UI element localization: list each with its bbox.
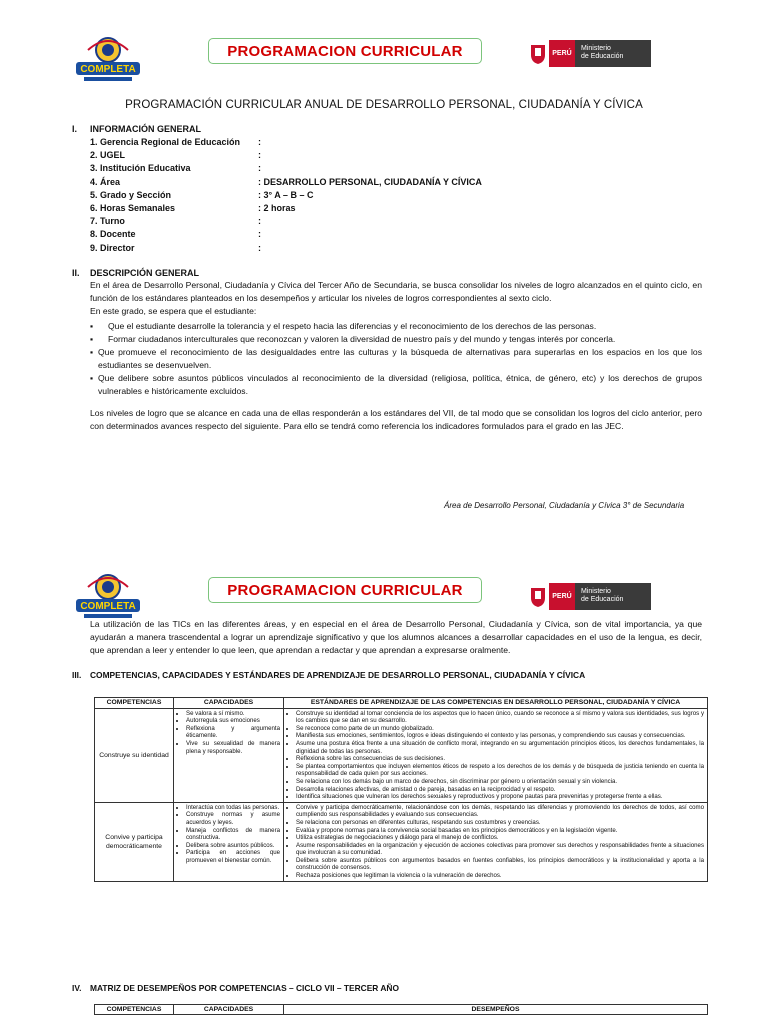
- capacidades-cell: [174, 708, 284, 802]
- section1-number: I.: [72, 124, 78, 134]
- bullet-item: [90, 346, 702, 372]
- ministry-label: [575, 583, 651, 610]
- table-header-row: [95, 698, 708, 709]
- list-item: • Se relaciona con personas en diferentes culturas, respetando sus costumbres y creencias.: [296, 819, 704, 827]
- document-title: PROGRAMACIÓN CURRICULAR ANUAL DE DESARROLLO PERSONAL, CIUDADANÍA Y CÍVICA: [125, 99, 643, 111]
- info-label: 3. Institución Educativa: [90, 163, 191, 174]
- school-logo-icon: [70, 34, 146, 90]
- page2-intro-text: La utilización de las TICs en las diferentes áreas, y en especial en el área de Desarrollo Personal, Ciudadanía y Cívica, son de vital importancia, ya que ayudarán a manera trascendental a lograr un aprendizaje significativo y que los alumnos alcances a desarrollar capacidades en el uso de la lengua, es decir, que aprendan a leer y entender lo que leen, que aprendan a redactar y que aprendan a expresarse oralmente.: [90, 619, 702, 655]
- section4-title: MATRIZ DE DESEMPEÑOS POR COMPETENCIAS – CICLO VII – TERCER AÑO: [90, 983, 399, 993]
- shield-icon: [527, 40, 549, 67]
- bullet-item: [90, 372, 702, 398]
- bullet-text: Que delibere sobre asuntos públicos vinculados al reconocimiento de la diversidad (religiosa, política, étnica, de género, etc) y los derechos de grupos vulnerables e históricamente excluidos.: [98, 373, 702, 396]
- table-header-row: [95, 1005, 708, 1015]
- estandares-cell: [284, 708, 708, 802]
- bullet-icon: ▪: [90, 373, 94, 383]
- list-item: • Participa en acciones que promueven el bienestar común.: [186, 849, 280, 864]
- list-item: • Desarrolla relaciones afectivas, de amistad o de pareja, basadas en la reciprocidad y el respeto.: [296, 786, 704, 794]
- peru-label: PERÚ: [549, 583, 575, 610]
- info-label: 2. UGEL: [90, 150, 126, 161]
- banner-title-box: [208, 38, 482, 64]
- ministry-line1: Ministerio: [581, 588, 611, 595]
- header-desempenos: DESEMPEÑOS: [284, 1005, 708, 1015]
- info-label: 9. Director: [90, 242, 135, 253]
- info-label: 4. Área: [90, 176, 121, 187]
- info-label: 7. Turno: [90, 216, 125, 227]
- info-label: 8. Docente: [90, 229, 136, 240]
- bullet-icon: ▪: [90, 347, 94, 357]
- capacidades-cell: [174, 802, 284, 881]
- section2-number: II.: [72, 268, 80, 278]
- info-row: [90, 163, 610, 176]
- list-item: • Reflexiona y argumenta éticamente.: [186, 725, 280, 740]
- ministry-logo: [527, 583, 651, 610]
- peru-label: PERÚ: [549, 40, 575, 67]
- ministry-line1: Ministerio: [581, 45, 611, 52]
- section4-heading: [72, 983, 399, 993]
- info-value: : DESARROLLO PERSONAL, CIUDADANÍA Y CÍVICA: [258, 176, 482, 187]
- list-item: • Manifiesta sus emociones, sentimientos, logros e ideas distinguiendo el contexto y las personas, y comprendiendo sus causas y consecuencias.: [296, 732, 704, 740]
- section2-lead: En este grado, se espera que el estudiante:: [90, 305, 257, 316]
- logo-left-text: COMPLETA: [80, 64, 136, 75]
- banner-title-box: [208, 577, 482, 603]
- list-item: • Se valora a sí mismo.: [186, 710, 280, 718]
- ministry-label: [575, 40, 651, 67]
- section2-intro-text: En el área de Desarrollo Personal, Ciudadanía y Cívica del Tercer Año de Secundaria, se busca consolidar los niveles de logro alcanzados en el quinto ciclo, en función de los estándares planteados en los desempeños y articular los niveles de logros correspondientes al sexto ciclo.: [90, 280, 702, 303]
- bullet-text: Que el estudiante desarrolle la tolerancia y el respeto hacia las diferencias y el reconocimiento de los derechos de las personas.: [108, 321, 597, 331]
- info-row: [90, 203, 610, 216]
- bullet-item: [90, 320, 702, 333]
- page-footer: Área de Desarrollo Personal, Ciudadanía y Cívica 3° de Secundaria: [444, 501, 685, 510]
- info-row: [90, 177, 610, 190]
- info-row: [90, 150, 610, 163]
- bullet-icon: ▪: [90, 321, 94, 331]
- list-item: • Maneja conflictos de manera constructiva.: [186, 827, 280, 842]
- info-value: : 2 horas: [258, 203, 296, 213]
- section3-heading: [72, 670, 585, 680]
- list-item: • Evalúa y propone normas para la convivencia social basadas en los principios democráticos y en la legislación vigente.: [296, 827, 704, 835]
- list-item: • Asume responsabilidades en la organización y ejecución de acciones colectivas para promover sus derechos y responsabilidades frente a situaciones que involucran a su comunidad.: [296, 842, 704, 857]
- competencia-cell: Convive y participa democráticamente: [95, 802, 174, 881]
- list-item: • Interactúa con todas las personas.: [186, 804, 280, 812]
- page2-intro: [90, 618, 702, 656]
- section3-number: III.: [72, 670, 82, 680]
- section4-number: IV.: [72, 983, 82, 993]
- list-item: • Asume una postura ética frente a una situación de conflicto moral, integrando en su argumentación principios éticos, los derechos fundamentales, la dignidad de todas las personas.: [296, 740, 704, 755]
- info-value: :: [258, 229, 261, 240]
- info-row: [90, 229, 610, 242]
- list-item: • Vive su sexualidad de manera plena y responsable.: [186, 740, 280, 755]
- header-capacidades: CAPACIDADES: [174, 1005, 284, 1015]
- info-value: : 3° A – B – C: [258, 189, 314, 200]
- section2-intro: [90, 279, 702, 317]
- list-item: • Identifica situaciones que vulneran los derechos sexuales y reproductivos y propone pautas para prevenirlas y protegerse frente a ellas.: [296, 793, 704, 801]
- list-item: • Se reconoce como parte de un mundo globalizado.: [296, 725, 704, 733]
- section2-heading: [72, 268, 199, 278]
- section1-heading: [72, 124, 201, 134]
- section2-closing: [90, 407, 702, 433]
- info-row: [90, 137, 610, 150]
- competencia-cell: Construye su identidad: [95, 708, 174, 802]
- info-label: 5. Grado y Sección: [90, 189, 172, 200]
- list-item: • Construye su identidad al tomar conciencia de los aspectos que lo hacen único, cuando se reconoce a sí mismo y valora sus identidades, sus logros y los cambios que se dan en su desarrollo.: [296, 710, 704, 725]
- info-value: :: [258, 150, 261, 161]
- list-item: • Rechaza posiciones que legitiman la violencia o la vulneración de derechos.: [296, 872, 704, 880]
- list-item: • Delibera sobre asuntos públicos con argumentos basados en fuentes confiables, los principios democráticos y la institucionalidad y aporta a la construcción de consensos.: [296, 857, 704, 872]
- table-row: [95, 802, 708, 881]
- shield-icon: [527, 583, 549, 610]
- list-item: • Se plantea comportamientos que incluyen elementos éticos de respeto a los derechos de los demás y de búsqueda de justicia teniendo en cuenta la responsabilidad de cada quien por sus acciones.: [296, 763, 704, 778]
- competencies-table: [94, 697, 708, 882]
- estandares-list: [287, 804, 704, 880]
- table-row: [95, 708, 708, 802]
- list-item: • Utiliza estrategias de negociaciones y diálogo para el manejo de conflictos.: [296, 834, 704, 842]
- banner-title: PROGRAMACION CURRICULAR: [227, 581, 463, 599]
- capacidades-list: [177, 804, 280, 865]
- info-value: :: [258, 242, 261, 253]
- ministry-logo: [527, 40, 651, 67]
- header-competencias: COMPETENCIAS: [95, 698, 174, 709]
- info-row: [90, 243, 610, 256]
- list-item: • Reflexiona sobre las consecuencias de sus decisiones.: [296, 755, 704, 763]
- info-value: :: [258, 137, 261, 147]
- header-competencias: COMPETENCIAS: [95, 1005, 174, 1015]
- list-item: • Autorregula sus emociones: [186, 717, 280, 725]
- ministry-line2: de Educación: [581, 596, 624, 603]
- ministry-line2: de Educación: [581, 53, 624, 60]
- header-capacidades: CAPACIDADES: [174, 698, 284, 709]
- section1-title: INFORMACIÓN GENERAL: [90, 124, 201, 134]
- info-value: :: [258, 163, 261, 174]
- info-label: 1. Gerencia Regional de Educación: [90, 137, 241, 147]
- bullet-icon: ▪: [90, 334, 94, 344]
- performance-matrix-table: [94, 1004, 708, 1015]
- list-item: • Se relaciona con los demás bajo un marco de derechos, sin discriminar por género u orientación sexual y sin violencia.: [296, 778, 704, 786]
- estandares-cell: [284, 802, 708, 881]
- logo-left-text: COMPLETA: [80, 601, 136, 612]
- bullet-text: Que promueve el reconocimiento de las desigualdades entre las culturas y la búsqueda de alternativas para superarlas en los espacios en los que los estudiantes se desenvuelven.: [98, 347, 702, 370]
- capacidades-list: [177, 710, 280, 756]
- section2-closing-text: Los niveles de logro que se alcance en cada una de ellas responderán a los estándares del VII, de tal modo que se consolidan los logros del ciclo anterior, pero con determinados avances respecto del siguiente. Para ello se tendrá como referencia los indicadores formulados para el grado en las JEC.: [90, 408, 702, 431]
- bullet-item: [90, 333, 702, 346]
- banner-title: PROGRAMACION CURRICULAR: [227, 42, 463, 60]
- info-value: :: [258, 216, 261, 227]
- section3-title: COMPETENCIAS, CAPACIDADES Y ESTÁNDARES DE APRENDIZAJE DE DESARROLLO PERSONAL, CIUDADANÍA Y CÍVICA: [90, 670, 586, 680]
- bullet-text: Formar ciudadanos interculturales que reconozcan y valoren la diversidad de nuestro país y del mundo y tengas interés por concerla.: [108, 334, 616, 344]
- info-label: 6. Horas Semanales: [90, 203, 176, 213]
- list-item: • Convive y participa democráticamente, relacionándose con los demás, respetando las diferencias y promoviendo los derechos de todos, así como cumpliendo sus responsabilidades y evaluando sus consecuencias.: [296, 804, 704, 819]
- header-estandares: ESTÁNDARES DE APRENDIZAJE DE LAS COMPETENCIAS EN DESARROLLO PERSONAL, CIUDADANÍA Y CÍVICA: [284, 698, 708, 709]
- estandares-list: [287, 710, 704, 801]
- list-item: • Construye normas y asume acuerdos y leyes.: [186, 811, 280, 826]
- page1-header: [0, 34, 768, 94]
- list-item: • Delibera sobre asuntos públicos.: [186, 842, 280, 850]
- info-row: [90, 216, 610, 229]
- info-row: [90, 190, 610, 203]
- section2-title: DESCRIPCIÓN GENERAL: [90, 268, 200, 278]
